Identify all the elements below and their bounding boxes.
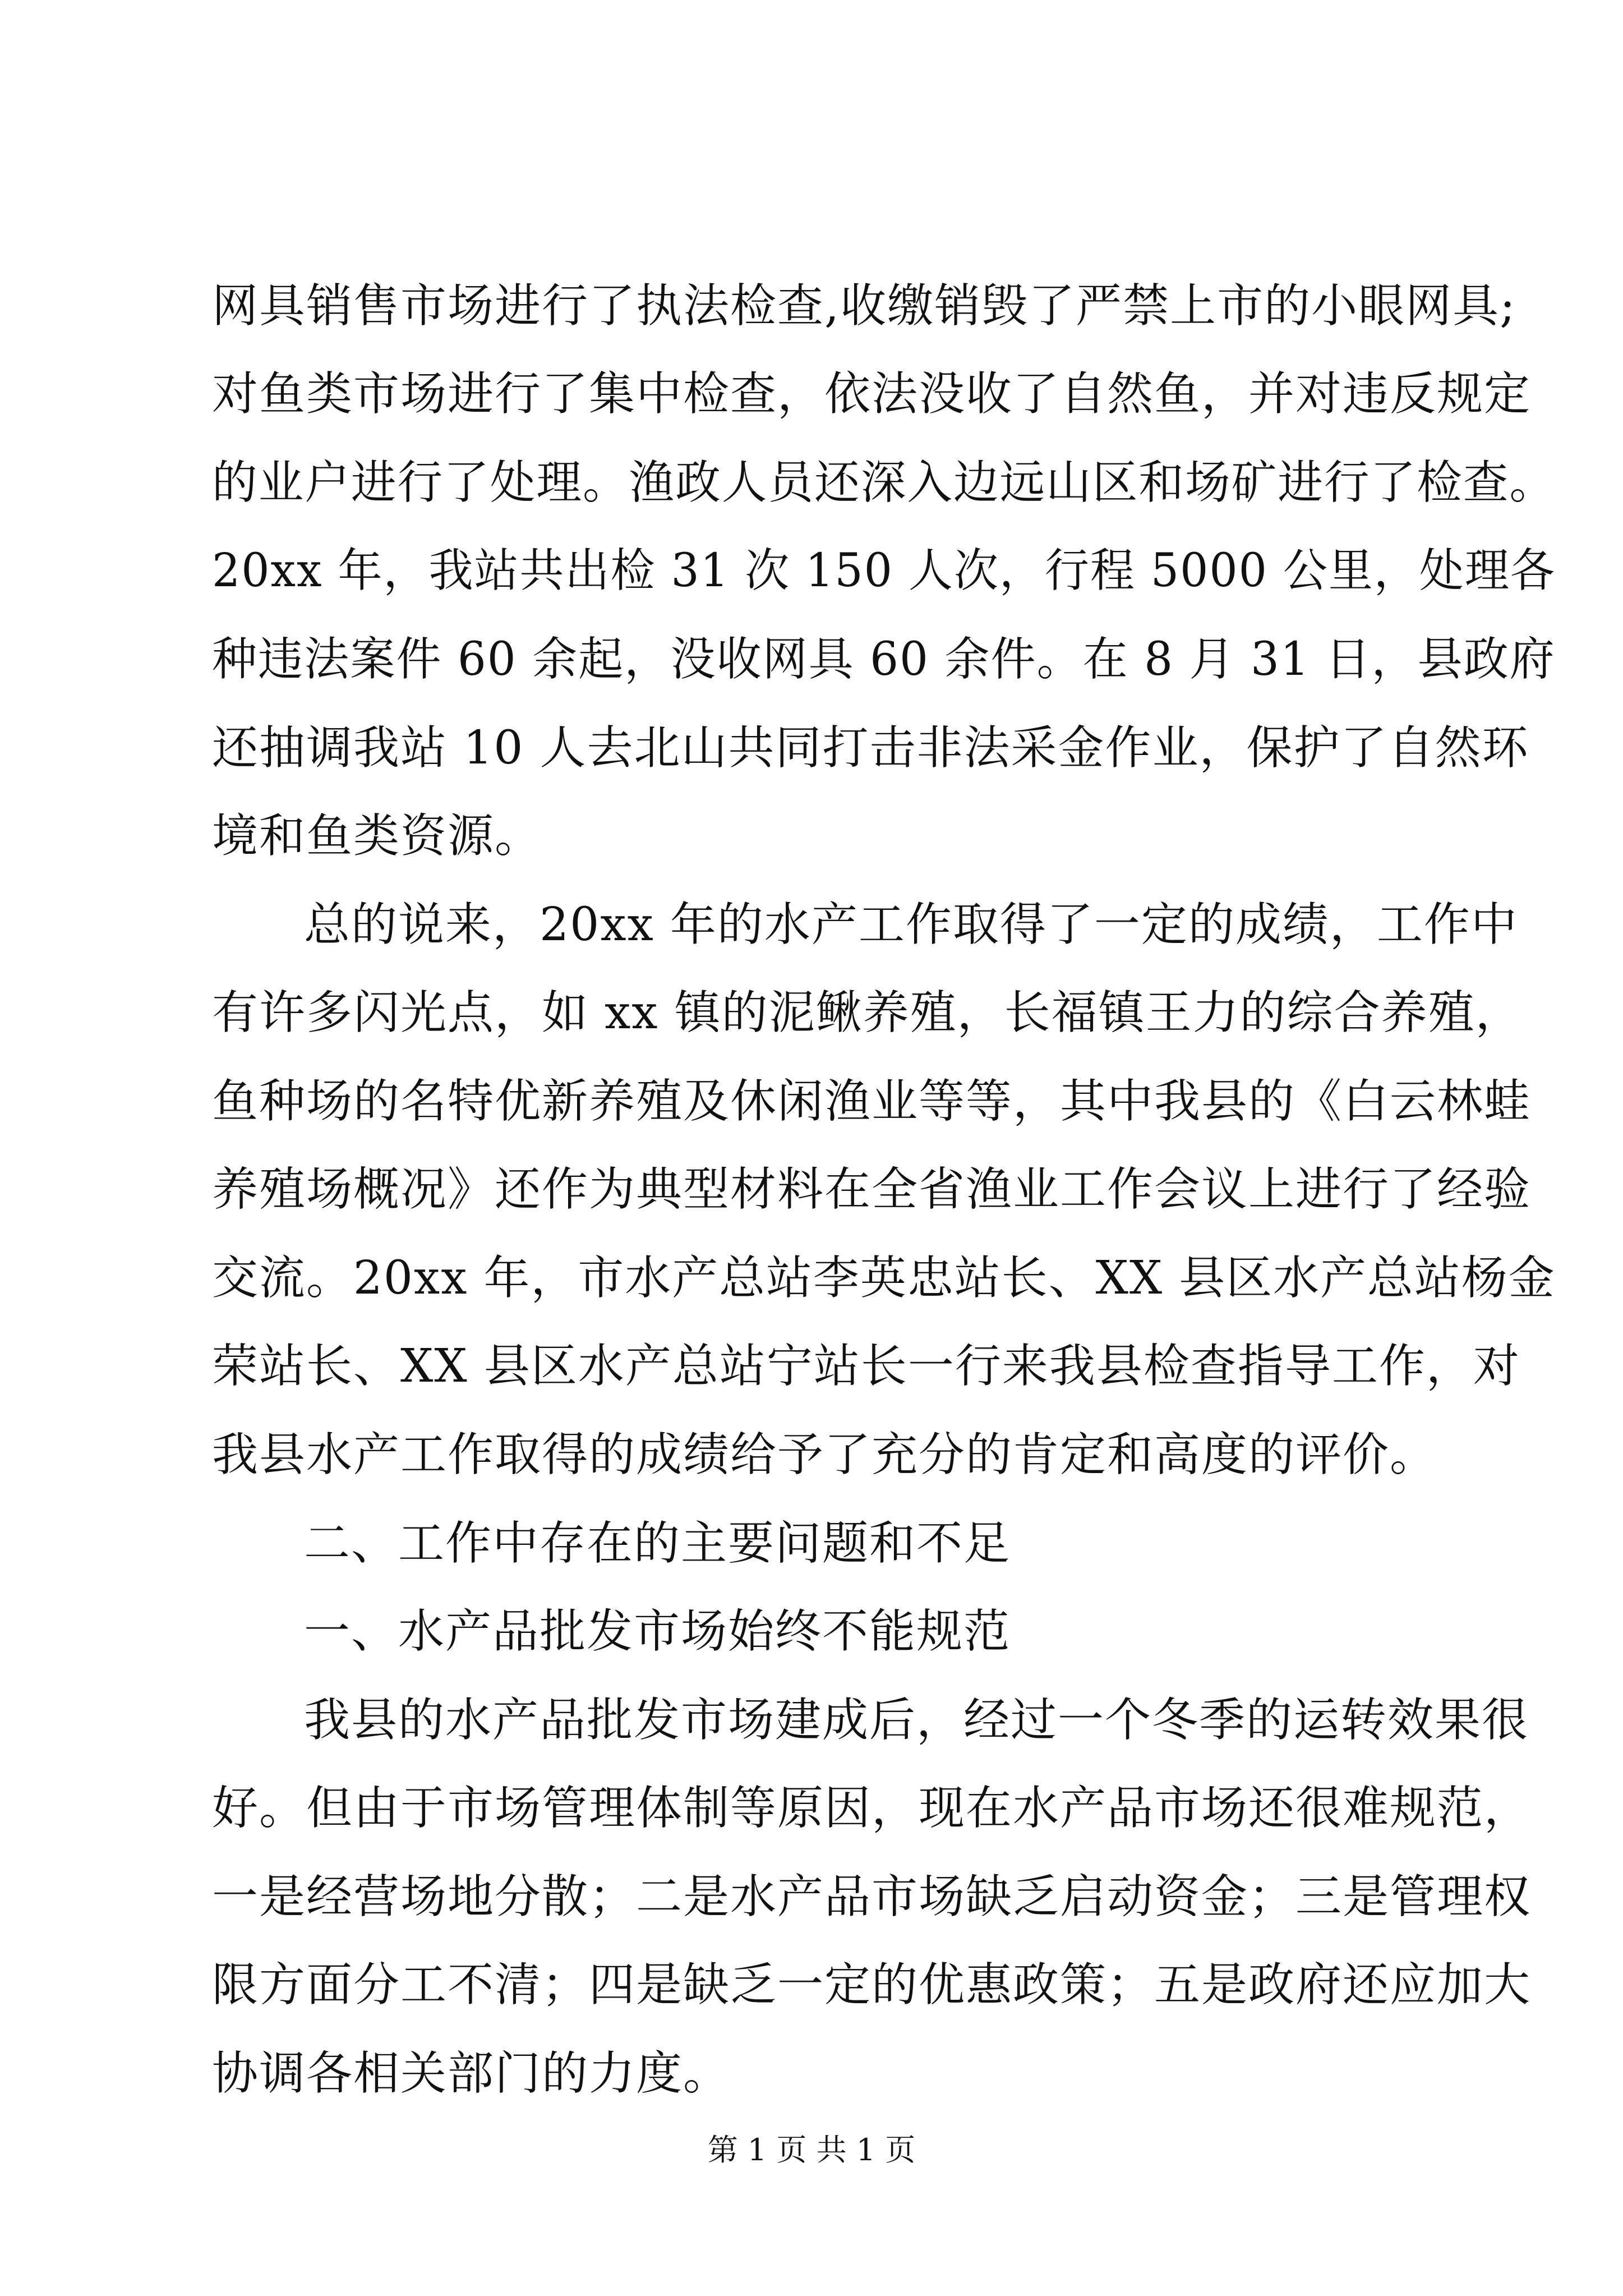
page-footer: 第 1 页 共 1 页	[707, 2132, 916, 2168]
text-line-21: 协调各相关部门的力度。	[212, 2047, 731, 2100]
text-line-13: 荣站长、XX 县区水产总站宁站长一行来我县检查指导工作，对	[212, 1340, 1520, 1393]
text-line-20: 限方面分工不清；四是缺乏一定的优惠政策；五是政府还应加大	[212, 1958, 1532, 2012]
text-line-12: 交流。20xx 年，市水产总站李英忠站长、XX 县区水产总站杨金	[212, 1251, 1556, 1305]
section-heading: 二、工作中存在的主要问题和不足	[304, 1517, 1011, 1570]
text-line-4: 20xx 年，我站共出检 31 次 150 人次，行程 5000 公里，处理各	[212, 544, 1556, 597]
text-line-10: 鱼种场的名特优新养殖及休闲渔业等等，其中我县的《白云林蛙	[212, 1075, 1532, 1128]
subsection-heading: 一、水产品批发市场始终不能规范	[304, 1605, 1011, 1658]
text-line-3: 的业户进行了处理。渔政人员还深入边远山区和场矿进行了检查。	[212, 456, 1556, 509]
text-line-14: 我县水产工作取得的成绩给予了充分的肯定和高度的评价。	[212, 1428, 1437, 1481]
text-line-18: 好。但由于市场管理体制等原因，现在水产品市场还很难规范，	[212, 1782, 1532, 1835]
paragraph-2-line-1: 总的说来，20xx 年的水产工作取得了一定的成绩，工作中	[304, 898, 1518, 951]
text-line-9: 有许多闪光点，如 xx 镇的泥鳅养殖，长福镇王力的综合养殖，	[212, 986, 1523, 1039]
text-line-7: 境和鱼类资源。	[212, 809, 542, 863]
text-line-5: 种违法案件 60 余起，没收网具 60 余件。在 8 月 31 日，县政府	[212, 633, 1556, 686]
text-line-6: 还抽调我站 10 人去北山共同打击非法采金作业，保护了自然环	[212, 721, 1529, 775]
text-line-1: 网具销售市场进行了执法检查,收缴销毁了严禁上市的小眼网具;	[212, 279, 1516, 333]
text-line-2: 对鱼类市场进行了集中检查，依法没收了自然鱼，并对违反规定	[212, 367, 1532, 421]
paragraph-3-line-1: 我县的水产品批发市场建成后，经过一个冬季的运转效果很	[304, 1694, 1529, 1747]
text-line-19: 一是经营场地分散；二是水产品市场缺乏启动资金；三是管理权	[212, 1870, 1532, 1924]
text-line-11: 养殖场概况》还作为典型材料在全省渔业工作会议上进行了经验	[212, 1163, 1532, 1216]
